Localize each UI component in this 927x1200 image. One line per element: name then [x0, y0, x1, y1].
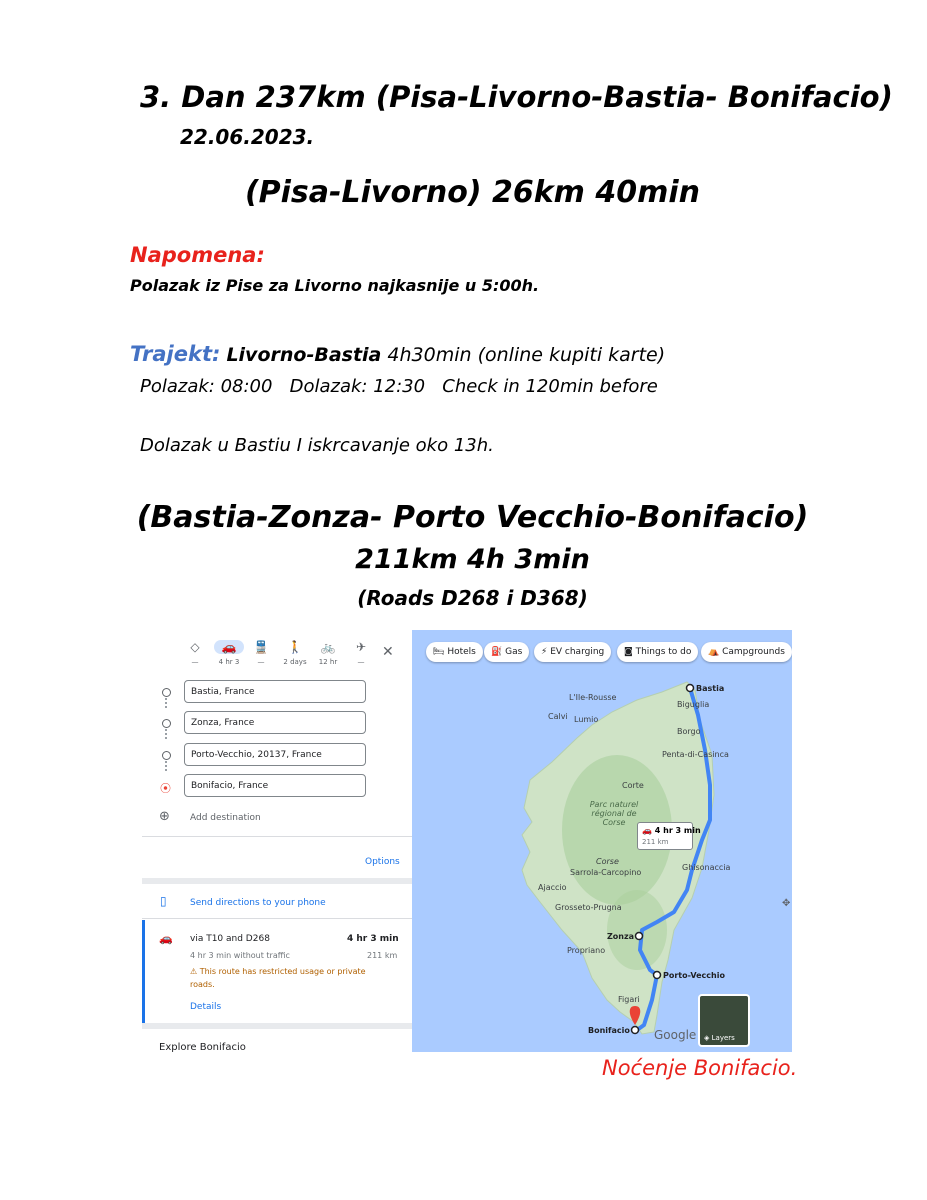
mode-plane[interactable]: ✈ — — [346, 640, 376, 666]
close-icon[interactable]: ✕ — [382, 644, 394, 660]
route-box-distance: 211 km — [642, 838, 669, 846]
bed-icon: 🛏 — [433, 647, 445, 657]
mode-walk[interactable]: 🚶 2 days — [280, 640, 310, 666]
train-icon: 🚆 — [253, 640, 269, 654]
route-traffic: 4 hr 3 min without traffic — [190, 951, 290, 960]
pin-icon: ⦿ — [160, 782, 171, 795]
divider — [142, 878, 412, 884]
pan-handle-icon[interactable]: ✥ — [782, 898, 791, 909]
day-title: 3. Dan 237km (Pisa-Livorno-Bastia- Bonifacio) — [140, 80, 893, 114]
directions-panel — [142, 630, 412, 1052]
stop-connector — [165, 698, 169, 708]
chip-things-to-do[interactable]: ◙ Things to do — [617, 642, 698, 662]
chip-ev-charging[interactable]: ⚡ EV charging — [534, 642, 611, 662]
walk-icon: 🚶 — [287, 640, 303, 654]
mode-train[interactable]: 🚆 — — [246, 640, 276, 666]
maps-screenshot — [142, 630, 792, 1052]
stop-input-3[interactable]: Porto-Vecchio, 20137, France — [184, 743, 366, 766]
stop-input-1[interactable]: Bastia, France — [184, 680, 366, 703]
segment1-title: (Pisa-Livorno) 26km 40min — [244, 175, 701, 210]
divider — [142, 918, 412, 919]
camera-icon: ◙ — [624, 647, 633, 657]
stop-dot — [162, 751, 171, 760]
route-time: 4 hr 3 min — [347, 934, 399, 944]
divider — [142, 836, 412, 837]
chip-gas[interactable]: ⛽ Gas — [484, 642, 529, 662]
phone-icon: ▯ — [160, 894, 167, 908]
arrival-note: Dolazak u Bastiu I iskrcavanje oko 13h. — [140, 435, 494, 456]
place-label: Grosseto-Prugna — [555, 903, 622, 912]
place-label: Lumio — [574, 715, 599, 724]
ferry-route: Livorno-Bastia — [226, 344, 382, 366]
park-label: Parc naturel régional de Corse — [589, 800, 639, 827]
segment2-distance: 211km 4h 3min — [355, 544, 590, 575]
route-info-box[interactable] — [637, 822, 701, 850]
note-label: Napomena: — [130, 243, 265, 267]
plane-icon: ✈ — [355, 640, 367, 654]
place-label: Corse — [596, 857, 619, 866]
mode-directions[interactable]: ◇ — — [180, 640, 210, 666]
stop-marker[interactable] — [636, 933, 643, 940]
stop-marker[interactable] — [632, 1027, 639, 1034]
park-area — [607, 890, 667, 970]
route-details-link[interactable]: Details — [190, 1002, 222, 1012]
place-label: Figari — [618, 995, 640, 1004]
stop-input-2[interactable]: Zonza, France — [184, 711, 366, 734]
ferry-times: Polazak: 08:00 Dolazak: 12:30 Check in 120min before — [140, 376, 658, 397]
stop-marker[interactable] — [654, 972, 661, 979]
stop-connector — [165, 761, 169, 771]
stop-input-4[interactable]: Bonifacio, France — [184, 774, 366, 797]
stop-connector — [165, 729, 169, 739]
city-label: Zonza — [607, 932, 635, 941]
stop-marker[interactable] — [687, 685, 694, 692]
layers-icon: ◈ — [704, 1034, 710, 1042]
city-label: Bastia — [696, 684, 725, 693]
ferry-line — [130, 342, 665, 366]
ferry-label: Trajekt: — [130, 342, 221, 366]
options-link[interactable]: Options — [365, 857, 400, 867]
gas-icon: ⛽ — [491, 647, 503, 657]
mode-bike[interactable]: 🚲 12 hr — [313, 640, 343, 666]
route-via[interactable]: via T10 and D268 — [190, 934, 270, 944]
directions-icon: ◇ — [190, 640, 200, 654]
send-directions-link[interactable]: Send directions to your phone — [190, 898, 326, 908]
route-warning: ⚠ This route has restricted usage or private roads. — [190, 967, 366, 989]
selected-route-bar — [142, 920, 145, 1023]
route-distance: 211 km — [367, 951, 398, 960]
place-label: Corte — [622, 781, 644, 790]
add-destination[interactable]: Add destination — [190, 813, 261, 823]
layers-label: ◈ Layers — [704, 1034, 735, 1042]
city-label: Bonifacio — [588, 1026, 630, 1035]
segment2-title: (Bastia-Zonza- Porto Vecchio-Bonifacio) — [136, 500, 809, 535]
date: 22.06.2023. — [180, 125, 315, 149]
explore-heading: Explore Bonifacio — [159, 1042, 246, 1052]
map-view[interactable] — [412, 630, 792, 1052]
route-box-time: 🚗 4 hr 3 min — [642, 826, 701, 835]
overnight-note: Noćenje Bonifacio. — [602, 1056, 798, 1080]
ev-icon: ⚡ — [541, 647, 548, 657]
tent-icon: ⛺ — [708, 647, 720, 657]
ferry-details: 4h30min (online kupiti karte) — [381, 344, 666, 366]
place-label: Ghisonaccia — [682, 863, 731, 872]
google-logo: Google — [654, 1028, 697, 1042]
note-text: Polazak iz Pise za Livorno najkasnije u 5:00h. — [130, 276, 540, 295]
place-label: Biguglia — [677, 700, 710, 709]
city-label: Porto-Vecchio — [663, 971, 725, 980]
warning-icon: ⚠ — [190, 967, 198, 976]
place-label: L'Ile-Rousse — [569, 693, 617, 702]
car-icon: 🚗 — [642, 826, 652, 835]
place-label: Borgo — [677, 727, 701, 736]
place-label: Sarrola-Carcopino — [570, 868, 642, 877]
car-icon: 🚗 — [159, 932, 173, 945]
bike-icon: 🚲 — [320, 640, 336, 654]
mode-car[interactable]: 🚗 4 hr 3 — [214, 640, 244, 666]
stop-dot — [162, 688, 171, 697]
chip-campgrounds[interactable]: ⛺ Campgrounds — [701, 642, 792, 662]
divider — [142, 1023, 412, 1029]
place-label: Calvi — [548, 712, 568, 721]
place-label: Penta-di-Casinca — [662, 750, 729, 759]
place-label: Ajaccio — [538, 883, 567, 892]
layers-button[interactable] — [698, 994, 750, 1047]
chip-hotels[interactable]: 🛏 Hotels — [426, 642, 483, 662]
stop-dot — [162, 719, 171, 728]
add-icon: ⊕ — [159, 809, 170, 824]
place-label: Propriano — [567, 946, 606, 955]
car-icon: 🚗 — [214, 640, 244, 654]
segment2-roads: (Roads D268 i D368) — [357, 586, 588, 610]
